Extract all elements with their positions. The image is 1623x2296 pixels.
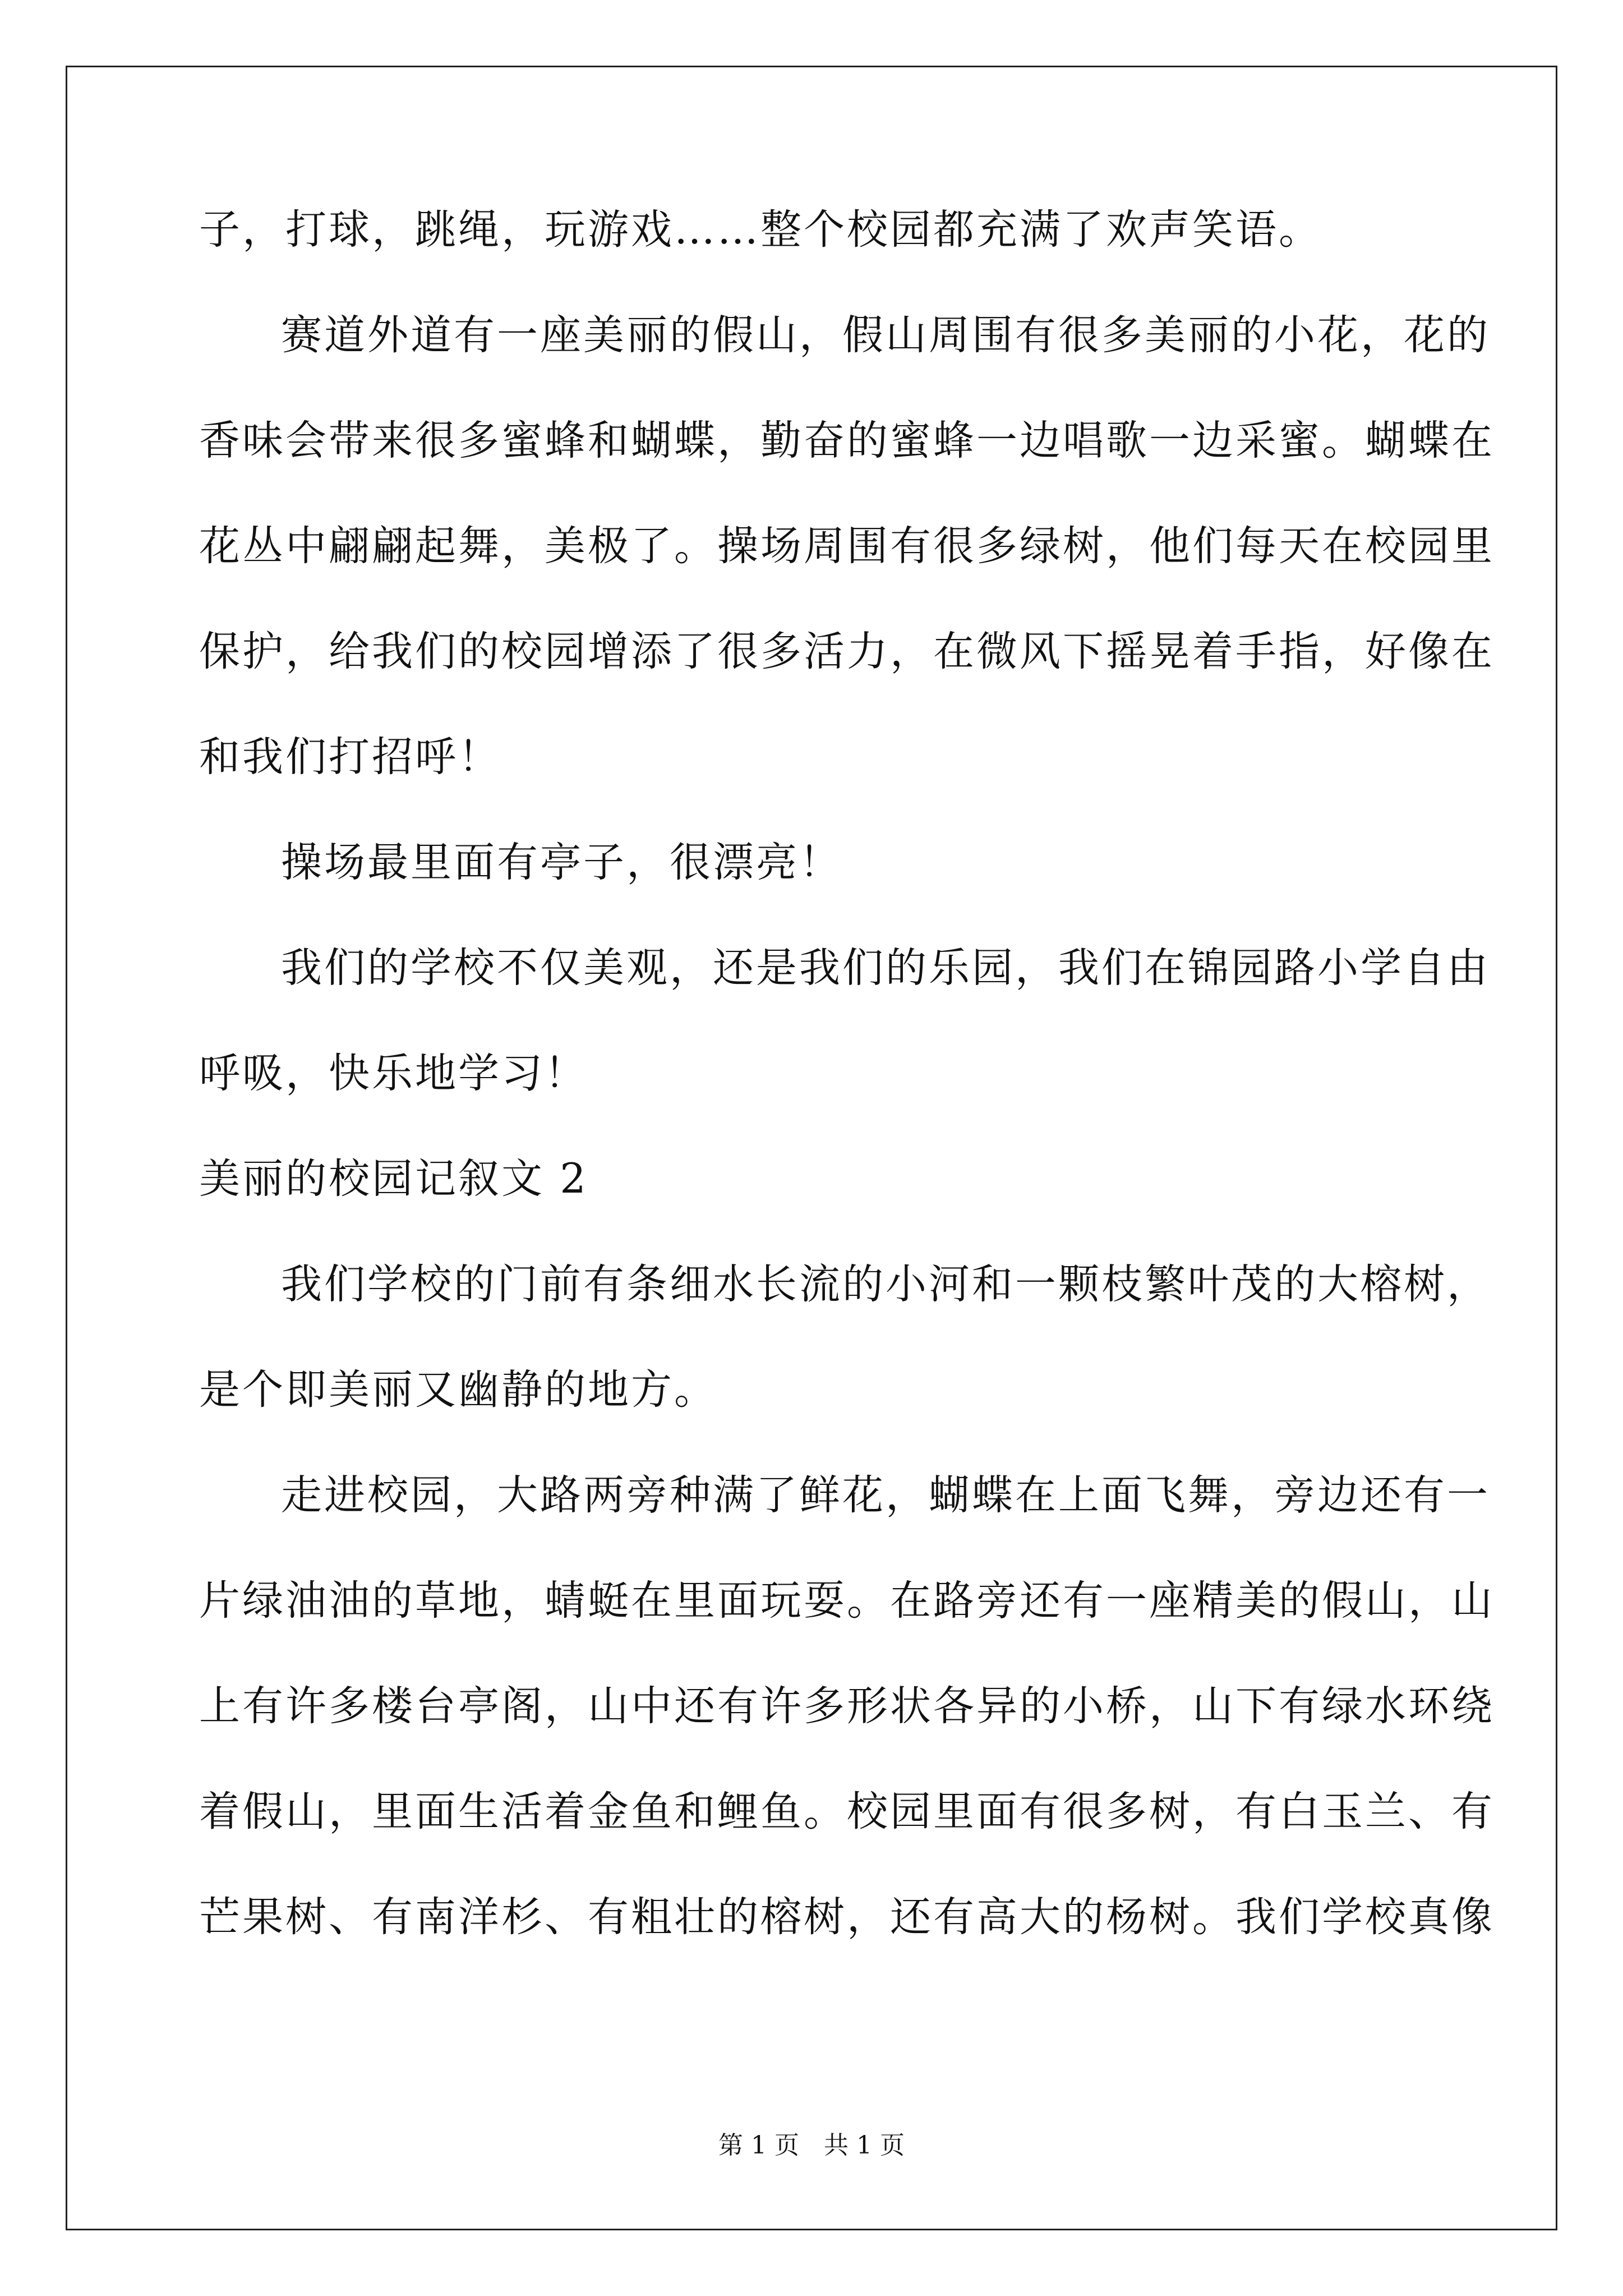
paragraph-line: 上有许多楼台亭阁，山中还有许多形状各异的小桥，山下有绿水环绕 xyxy=(199,1682,1495,1730)
section-heading: 美丽的校园记叙文 2 xyxy=(199,1155,588,1203)
paragraph-line: 和我们打招呼！ xyxy=(199,733,501,781)
paragraph-line: 操场最里面有亭子，很漂亮！ xyxy=(281,839,842,886)
paragraph-line: 保护，给我们的校园增添了很多活力，在微风下摇晃着手指，好像在 xyxy=(199,628,1495,675)
paragraph-line: 花丛中翩翩起舞，美极了。操场周围有很多绿树，他们每天在校园里 xyxy=(199,522,1495,570)
paragraph-line: 片绿油油的草地，蜻蜓在里面玩耍。在路旁还有一座精美的假山，山 xyxy=(199,1577,1495,1625)
paragraph-line: 香味会带来很多蜜蜂和蝴蝶，勤奋的蜜蜂一边唱歌一边采蜜。蝴蝶在 xyxy=(199,417,1495,464)
paragraph-line: 我们学校的门前有条细水长流的小河和一颗枝繁叶茂的大榕树， xyxy=(281,1260,1490,1308)
paragraph-line: 子，打球，跳绳，玩游戏……整个校园都充满了欢声笑语。 xyxy=(199,206,1322,254)
paragraph-line: 着假山，里面生活着金鱼和鲤鱼。校园里面有很多树，有白玉兰、有 xyxy=(199,1788,1495,1835)
paragraph-line: 走进校园，大路两旁种满了鲜花，蝴蝶在上面飞舞，旁边还有一 xyxy=(281,1471,1490,1519)
paragraph-line: 呼吸，快乐地学习！ xyxy=(199,1050,588,1097)
paragraph-line: 是个即美丽又幽静的地方。 xyxy=(199,1366,717,1414)
paragraph-line: 芒果树、有南洋杉、有粗壮的榕树，还有高大的杨树。我们学校真像 xyxy=(199,1893,1495,1941)
paragraph-line: 我们的学校不仅美观，还是我们的乐园，我们在锦园路小学自由 xyxy=(281,944,1490,992)
paragraph-line: 赛道外道有一座美丽的假山，假山周围有很多美丽的小花，花的 xyxy=(281,311,1490,359)
page-number-footer: 第 1 页 共 1 页 xyxy=(718,2131,905,2160)
